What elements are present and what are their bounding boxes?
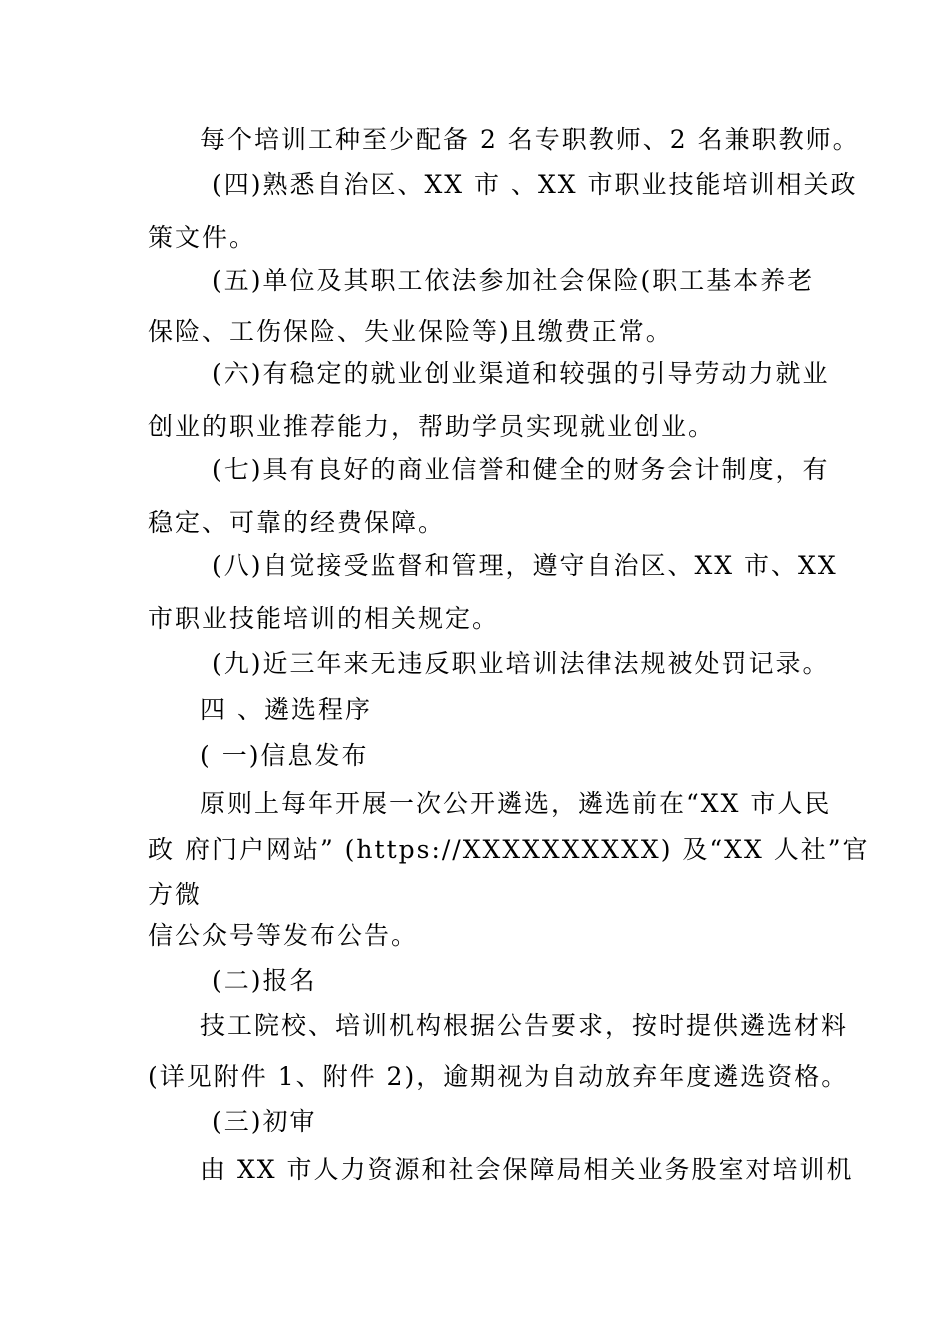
text-line: 策文件。 xyxy=(148,223,257,252)
text-line: 政 府门户网站” (https://XXXXXXXXXX) 及“XX 人社”官 xyxy=(148,835,870,864)
text-line: (四)熟悉自治区、XX 市 、XX 市职业技能培训相关政 xyxy=(212,170,858,199)
text-line: 方微 xyxy=(148,880,203,909)
text-line: (五)单位及其职工依法参加社会保险(职工基本养老 xyxy=(212,266,815,295)
text-line: (七)具有良好的商业信誉和健全的财务会计制度，有 xyxy=(212,455,830,484)
section-heading: 四 、遴选程序 xyxy=(200,695,372,724)
text-line: (六)有稳定的就业创业渠道和较强的引导劳动力就业 xyxy=(212,359,830,388)
text-line: 市职业技能培训的相关规定。 xyxy=(148,604,500,633)
text-line: (八)自觉接受监督和管理，遵守自治区、XX 市、XX xyxy=(212,551,838,580)
subsection-heading: (三)初审 xyxy=(212,1107,317,1136)
text-line: 原则上每年开展一次公开遴选，遴选前在“XX 市人民 xyxy=(200,789,832,818)
text-line: 信公众号等发布公告。 xyxy=(148,921,419,950)
text-line: 技工院校、培训机构根据公告要求，按时提供遴选材料 xyxy=(200,1011,849,1040)
text-line: 保险、工伤保险、失业保险等)且缴费正常。 xyxy=(148,317,673,346)
text-line: 由 XX 市人力资源和社会保障局相关业务股室对培训机 xyxy=(200,1155,854,1184)
text-line: 每个培训工种至少配备 2 名专职教师、2 名兼职教师。 xyxy=(200,125,860,154)
text-line: (九)近三年来无违反职业培训法律法规被处罚记录。 xyxy=(212,649,830,678)
subsection-heading: (二)报名 xyxy=(212,966,317,995)
text-line: (详见附件 1、附件 2)，逾期视为自动放弃年度遴选资格。 xyxy=(148,1062,849,1091)
text-line: 稳定、可靠的经费保障。 xyxy=(148,508,446,537)
text-line: 创业的职业推荐能力，帮助学员实现就业创业。 xyxy=(148,412,716,441)
subsection-heading: ( 一)信息发布 xyxy=(200,741,369,770)
